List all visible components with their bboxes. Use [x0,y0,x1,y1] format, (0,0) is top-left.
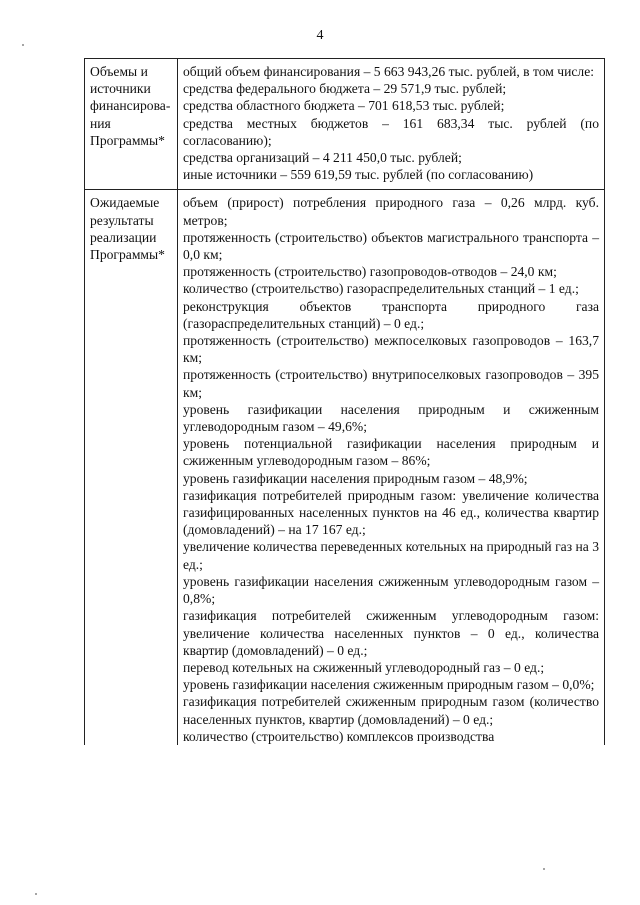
scan-speck [22,44,24,46]
scan-speck [35,893,37,895]
content-line: уровень потенциальной газификации населения природным и сжиженным углеводородным газом – 86%; [183,436,599,469]
row-content [178,190,605,745]
content-line: количество (строительство) газораспределительных станций – 1 ед.; [183,281,579,297]
content-line: объем (прирост) потребления природного газа – 0,26 млрд. куб. метров; [183,195,599,228]
table-row [85,59,605,190]
row-label: Ожидаемые результаты реализации Программы* [85,190,178,745]
content-line: средства областного бюджета – 701 618,53 тыс. рублей; [183,98,505,114]
content-line: иные источники – 559 619,59 тыс. рублей (по согласованию) [183,167,534,183]
content-line: уровень газификации населения природным и сжиженным углеводородным газом – 49,6%; [183,401,599,435]
content-line: увеличение количества переведенных котельных на природный газ на 3 ед.; [183,539,599,572]
content-line: газификация потребителей сжиженным природным газом (количество населенных пунктов, квартир (домовладений) – 0 ед.; [183,694,599,727]
content-line: общий объем финансирования – 5 663 943,26 тыс. рублей, в том числе: [183,64,595,79]
content-line: протяженность (строительство) газопроводов-отводов – 24,0 км; [183,264,557,280]
content-line: газификация потребителей сжиженным углеводородным газом: увеличение количества населенных пунктов – 0 ед., количества квартир (домовладений) – 0 ед.; [183,608,599,658]
passport-table [84,58,605,745]
scan-speck [543,868,545,870]
content-line: протяженность (строительство) межпоселковых газопроводов – 163,7 км; [183,333,599,366]
content-line: реконструкция объектов транспорта природного газа (газораспределительных станций) – 0 ед.; [183,298,599,331]
content-line: уровень газификации населения сжиженным природным газом – 0,0%; [183,677,595,693]
page-number: 4 [316,28,324,43]
content-line: газификация потребителей природным газом: увеличение количества газифицированных населенных пунктов на 46 ед., количества квартир (домовладений) – на 17 167 ед.; [183,487,599,538]
table-row [85,190,605,745]
row-label: Объемы и источники финансирова-ния Программы* [85,59,178,190]
content-line: средства организаций – 4 211 450,0 тыс. рублей; [183,150,462,166]
content-line: количество (строительство) комплексов производства [183,728,495,744]
content-line: уровень газификации населения сжиженным углеводородным газом – 0,8%; [183,573,599,607]
row-content [178,59,605,190]
content-line: перевод котельных на сжиженный углеводородный газ – 0 ед.; [183,659,545,675]
content-line: протяженность (строительство) объектов магистрального транспорта – 0,0 км; [183,229,599,263]
content-line: средства местных бюджетов – 161 683,34 тыс. рублей (по согласованию); [183,115,599,148]
content-line: протяженность (строительство) внутрипоселковых газопроводов – 395 км; [183,367,599,400]
content-line: средства федерального бюджета – 29 571,9 тыс. рублей; [183,81,507,97]
content-line: уровень газификации населения природным газом – 48,9%; [183,470,528,486]
